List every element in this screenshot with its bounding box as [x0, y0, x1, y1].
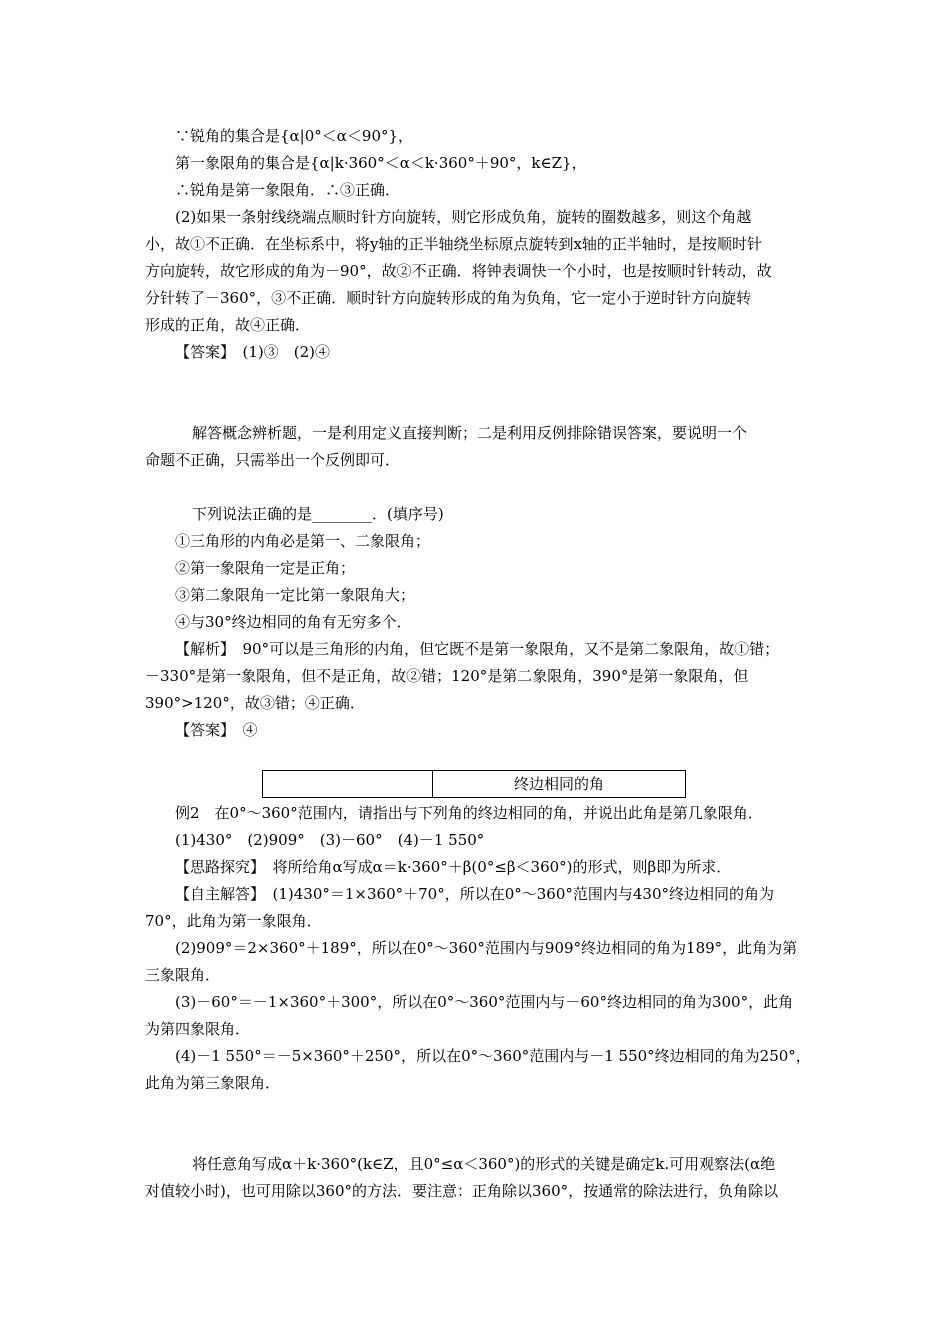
solution-line: (3)－60°＝－1×360°＋300°，所以在0°～360°范围内与－60°终边相同的角为300°，此角: [175, 993, 794, 1011]
section-table: [262, 770, 686, 798]
analysis-line: －330°是第一象限角，但不是正角，故②错；120°是第二象限角，390°是第一象限角，但: [145, 667, 749, 685]
text-line: ∵锐角的集合是{α|0°＜α＜90°}，: [175, 127, 414, 145]
analysis-line: 【解析】 90°可以是三角形的内角，但它既不是第一象限角，又不是第二象限角，故①错；: [175, 640, 780, 658]
text-line: 分针转了－360°，③不正确．顺时针方向旋转形成的角为负角，它一定小于逆时针方向旋转: [145, 289, 752, 307]
tip-line: 解答概念辨析题，一是利用定义直接判断；二是利用反例排除错误答案，要说明一个: [192, 424, 748, 442]
exercise-option: ②第一象限角一定是正角；: [175, 559, 356, 577]
tip-line: 将任意角写成α＋k·360°(k∈Z，且0°≤α＜360°)的形式的关键是确定k.可用观察法(α绝: [192, 1155, 776, 1173]
solution-line: (4)－1 550°＝－5×360°＋250°，所以在0°～360°范围内与－1 550°终边相同的角为250°，: [175, 1047, 811, 1065]
analysis-line: 390°>120°，故③错；④正确．: [145, 694, 365, 712]
text-line: 小，故①不正确．在坐标系中，将y轴的正半轴绕坐标原点旋转到x轴的正半轴时，是按顺时针: [145, 235, 762, 253]
example-items: (1)430° (2)909° (3)－60° (4)－1 550°: [175, 831, 485, 849]
text-line: (2)如果一条射线绕端点顺时针方向旋转，则它形成负角，旋转的圈数越多，则这个角越: [175, 208, 752, 226]
solution-line: (2)909°＝2×360°＋189°，所以在0°～360°范围内与909°终边相同的角为189°，此角为第: [175, 939, 798, 957]
solution-line: 此角为第三象限角．: [145, 1074, 281, 1092]
tip-line: 对值较小时)，也可用除以360°的方法．要注意：正角除以360°，按通常的除法进行，负角除以: [145, 1182, 779, 1200]
text-line: ∴锐角是第一象限角．∴③正确．: [175, 181, 401, 199]
exercise-option: ①三角形的内角必是第一、二象限角；: [175, 532, 431, 550]
solution-line: 为第四象限角．: [145, 1020, 251, 1038]
exercise-option: ③第二象限角一定比第一象限角大；: [175, 586, 416, 604]
exercise-option: ④与30°终边相同的角有无穷多个．: [175, 613, 412, 631]
solution-line: 【自主解答】 (1)430°＝1×360°＋70°，所以在0°～360°范围内与430°终边相同的角为: [175, 885, 775, 903]
exercise-question: 下列说法正确的是________．(填序号): [192, 505, 444, 523]
solution-line: 70°，此角为第一象限角．: [145, 912, 322, 930]
example-title: 例2 在0°～360°范围内，请指出与下列角的终边相同的角，并说出此角是第几象限角．: [175, 804, 763, 822]
text-line: 形成的正角，故④正确．: [145, 316, 311, 334]
text-line: 第一象限角的集合是{α|k·360°＜α＜k·360°＋90°，k∈Z}，: [175, 154, 587, 172]
answer-line: 【答案】 ④: [175, 721, 258, 739]
solution-line: 三象限角．: [145, 966, 221, 984]
table-header-cell: 终边相同的角: [513, 775, 604, 793]
text-line: 方向旋转，故它形成的角为－90°，故②不正确．将钟表调快一个小时，也是按顺时针转动，故: [145, 262, 772, 280]
table-cell-empty: [263, 771, 433, 797]
answer-line: 【答案】 (1)③ (2)④: [175, 343, 330, 361]
tip-line: 命题不正确，只需举出一个反例即可．: [145, 451, 401, 469]
exploration-line: 【思路探究】 将所给角α写成α＝k·360°＋β(0°≤β＜360°)的形式，则β即为所求．: [175, 858, 732, 876]
